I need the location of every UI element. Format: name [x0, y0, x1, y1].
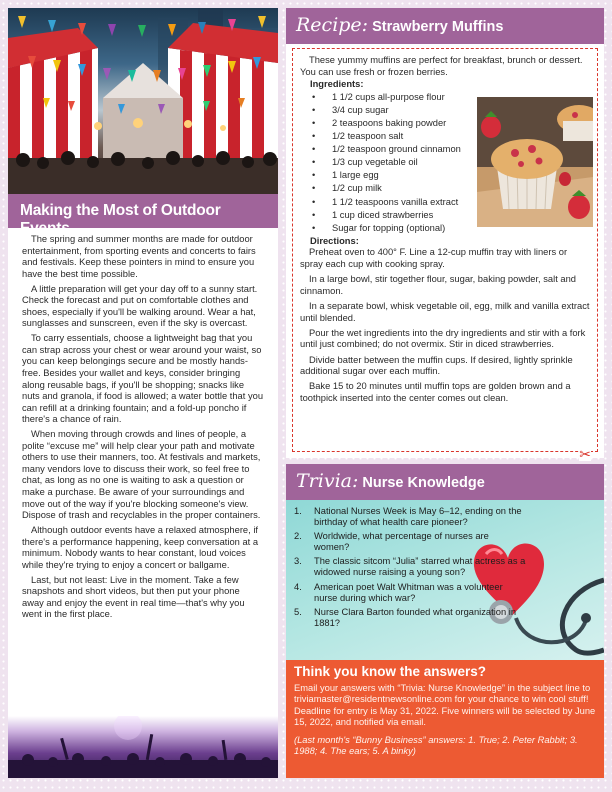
article-paragraph: The spring and summer months are made for outdoor entertainment, from sporting events and concerts to fairs and festivals. Keep these pointers in mind to ensure you have the best time possible.	[22, 234, 256, 279]
scissors-icon: ✂	[579, 446, 591, 462]
trivia-question	[294, 607, 526, 629]
recipe-header	[286, 8, 604, 44]
trivia-question	[294, 582, 526, 604]
answers-instructions: Email your answers with “Trivia: Nurse Knowledge” in the subject line to triviamaster@residentnewsonline.com for your chance to win cool stuff! Deadline for entry is May 31, 2022. Five winners will be selected by June 15, 2022, and notified via email.	[294, 683, 596, 728]
festival-illustration	[8, 8, 278, 194]
article-header	[8, 194, 278, 237]
ingredient-item: • 1/2 teaspoon ground cinnamon	[310, 143, 592, 156]
answers-box	[286, 660, 604, 778]
direction-step: Preheat oven to 400° F. Line a 12-cup muffin tray with liners or spray each cup with cooking spray.	[300, 247, 568, 269]
question-text: The classic sitcom “Julia” starred what actress as a widowed nurse raising a young son?	[314, 556, 526, 578]
question-text: Nurse Clara Barton founded what organization in 1881?	[314, 606, 517, 628]
trivia-panel	[286, 464, 604, 778]
ingredient-item: • 1 1/2 cups all-purpose flour	[310, 91, 592, 104]
article-paragraph: To carry essentials, choose a lightweight bag that you can strap across your chest or wear around your waist, so you can keep belongings secure and be mostly hands-free. Besides your wallet and keys, consider bringing along reusable bags, if you'll be shopping; snacks like nuts and granola, if food is allowed; a water bottle that you can refill at a drinking fountain; and a fold-up poncho if there's a chance of rain.	[22, 333, 264, 425]
concert-illustration	[8, 716, 278, 778]
ingredient-item: • 1 large egg	[310, 169, 592, 182]
article-paragraph: When moving through crowds and lines of people, a polite “excuse me” will help clear your path and motivate others to use their manners, too. At festivals and markets, many vendors love to discuss their work, so feel free to chat, as long as no one is waiting to ask a question or make a purchase. Be aware of your surroundings and move out of the way if you're blocking someone's view. Dispose of trash and recyclables in the proper containers.	[22, 429, 261, 521]
trivia-title: Nurse Knowledge	[362, 475, 485, 491]
ingredient-item: • 3/4 cup sugar	[310, 104, 592, 117]
question-text: American poet Walt Whitman was a volunteer nurse during which war?	[314, 581, 503, 603]
article-paragraph: A little preparation will get your day off to a sunny start. Check the forecast and put on comfortable clothes and shoes, especially if you'll be walking around. Wear a hat, sunglasses and sunscreen, even if the sky is overcast.	[22, 283, 258, 329]
question-number: 1.	[294, 506, 302, 516]
ingredient-item: • 1/2 teaspoon salt	[310, 130, 592, 143]
recipe-text	[300, 55, 592, 408]
direction-step: Bake 15 to 20 minutes until muffin tops are golden brown and a toothpick inserted into the center comes out clean.	[300, 381, 571, 403]
ingredient-item: • Sugar for topping (optional)	[310, 222, 592, 235]
direction-step: In a separate bowl, whisk vegetable oil, egg, milk and vanilla extract until blended.	[300, 300, 590, 323]
question-number: 3.	[294, 556, 302, 567]
trivia-questions	[294, 506, 526, 632]
answers-heading: Think you know the answers?	[294, 664, 487, 679]
last-month-answers: (Last month's “Bunny Business” answers: 1. True; 2. Peter Rabbit; 3. 1988; 4. The ears; 5. A binky)	[294, 734, 578, 757]
recipe-script-label: Recipe:	[296, 14, 369, 36]
recipe-intro: These yummy muffins are perfect for breakfast, brunch or dessert. You can use fresh or frozen berries.	[300, 55, 583, 77]
ingredient-item: • 2 teaspoons baking powder	[310, 117, 592, 130]
ingredient-item: • 1/2 cup milk	[310, 182, 592, 195]
ingredient-item: • 1/3 cup vegetable oil	[310, 156, 592, 169]
article-body	[8, 228, 278, 621]
direction-step: Divide batter between the muffin cups. If desired, lightly sprinkle additional sugar over each muffin.	[300, 354, 573, 377]
question-text: National Nurses Week is May 6–12, ending on the birthday of what health care pioneer?	[314, 506, 522, 528]
recipe-title: Strawberry Muffins	[372, 19, 504, 35]
article-paragraph: Although outdoor events have a relaxed atmosphere, if there's a performance happening, keep conversation at a minimum. Nobody wants to hear constant, loud voices while they're trying to enjoy a concert or ballgame.	[22, 525, 259, 570]
trivia-question	[294, 556, 526, 578]
direction-step: Pour the wet ingredients into the dry ingredients and stir with a fork until just combined; do not overmix. Stir in diced strawberries.	[300, 327, 586, 350]
recipe-coupon-box	[292, 48, 598, 462]
article-title: Making the Most of Outdoor Events	[20, 202, 221, 237]
directions-list	[300, 247, 592, 404]
outdoor-events-article	[8, 194, 278, 778]
directions-label: Directions:	[310, 235, 359, 246]
concert-crowd-image	[8, 716, 278, 778]
question-text: Worldwide, what percentage of nurses are women?	[314, 531, 489, 553]
ingredient-item: • 1 cup diced strawberries	[310, 209, 592, 222]
trivia-question	[294, 506, 526, 528]
question-number: 5.	[294, 606, 302, 617]
recipe-panel	[286, 8, 604, 462]
question-number: 4.	[294, 581, 302, 592]
ingredients-label: Ingredients:	[310, 79, 364, 90]
article-paragraph: Last, but not least: Live in the moment. Take a few snapshots and short videos, but then put your phone away and enjoy the event in real time—that's why you went in the first place.	[22, 574, 245, 620]
trivia-questions-area	[286, 500, 604, 660]
question-number: 2.	[294, 531, 302, 542]
direction-step: In a large bowl, stir together flour, sugar, baking powder, salt and cinnamon.	[300, 274, 576, 296]
trivia-script-label: Trivia:	[296, 470, 359, 492]
ingredients-list	[310, 91, 592, 235]
trivia-question	[294, 531, 526, 553]
trivia-header	[286, 464, 604, 500]
festival-photo	[8, 8, 278, 194]
ingredient-item: • 1 1/2 teaspoons vanilla extract	[310, 196, 592, 209]
